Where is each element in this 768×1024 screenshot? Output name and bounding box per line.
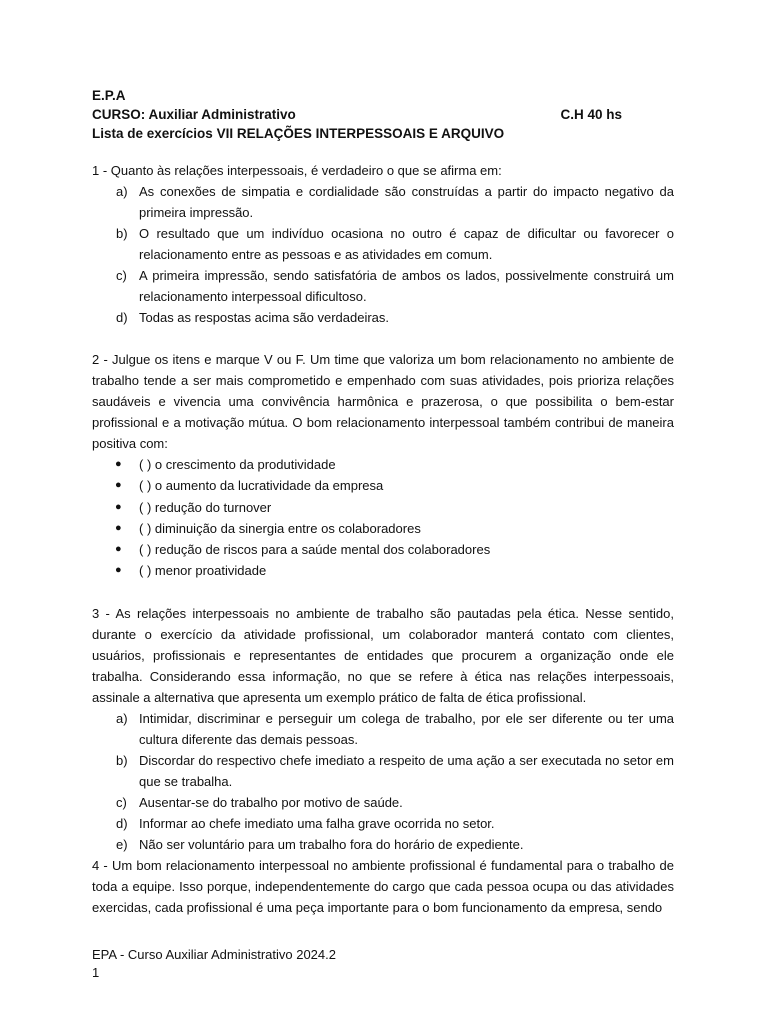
tf-item: ● ( ) menor proatividade <box>115 563 267 579</box>
course-name: CURSO: Auxiliar Administrativo <box>92 107 296 122</box>
list-title: Lista de exercícios VII RELAÇÕES INTERPESSOAIS E ARQUIVO <box>92 126 505 141</box>
course-hours: C.H 40 hs <box>560 107 622 122</box>
question-4: 4 - Um bom relacionamento interpessoal no ambiente profissional é fundamental para o trabalho de toda a equipe. Isso porque, independentemente do cargo que cada pessoa ocupa ou das atividades exercidas, cada profissional é uma peça importante para o bom funcionamento da empresa, sendo <box>92 857 674 915</box>
question-2-items <box>92 454 674 582</box>
option-1c: c) A primeira impressão, sendo satisfatória de ambos os lados, possivelmente construirá um relacionamento interpessoal dificultoso. <box>116 268 674 304</box>
question-2: 2 - Julgue os itens e marque V ou F. Um time que valoriza um bom relacionamento no ambiente de trabalho tende a ser mais comprometido e empenhado com suas atividades, pois prioriza relações saudáveis e vivencia uma convivência harmônica e prazerosa, o que possibilita o bem-estar profissional e a motivação mútua. O bom relacionamento interpessoal também contribui de maneira positiva com: <box>92 352 674 451</box>
document-body <box>92 86 674 918</box>
tf-item: ● ( ) redução do turnover <box>115 499 272 515</box>
footer-label: EPA - Curso Auxiliar Administrativo 2024.2 <box>92 947 336 962</box>
tf-item: ● ( ) redução de riscos para a saúde mental dos colaboradores <box>115 542 491 558</box>
option-1d: d) Todas as respostas acima são verdadeiras. <box>116 310 390 325</box>
question-3-options <box>92 708 674 855</box>
tf-item: ● ( ) diminuição da sinergia entre os colaboradores <box>115 520 421 536</box>
question-3: 3 - As relações interpessoais no ambiente de trabalho são pautadas pela ética. Nesse sentido, durante o exercício da atividade profissional, um colaborador manterá contato com clientes, usuários, profissionais e representantes de entidades que procurem a organização onde ele trabalha. Considerando essa informação, no que se refere à ética nas relações interpessoais, assinale a alternativa que apresenta um exemplo prático de falta de ética profissional. <box>92 605 674 705</box>
course-row <box>92 105 674 124</box>
school-name: E.P.A <box>92 88 126 103</box>
option-3d: d) Informar ao chefe imediato uma falha grave ocorrida no setor. <box>116 815 495 831</box>
tf-item: ● ( ) o crescimento da produtividade <box>115 457 336 472</box>
option-3a: a) Intimidar, discriminar e perseguir um colega de trabalho, por ele ser diferente ou ter uma cultura diferente das demais pessoas. <box>116 710 674 747</box>
tf-item: ● ( ) o aumento da lucratividade da empresa <box>115 478 384 494</box>
document-header <box>92 86 674 143</box>
page-number: 1 <box>92 965 100 980</box>
option-3c: c) Ausentar-se do trabalho por motivo de saúde. <box>116 794 403 810</box>
option-3b: b) Discordar do respectivo chefe imediato a respeito de uma ação a ser executada no setor em que se trabalha. <box>116 752 674 789</box>
option-3e: e) Não ser voluntário para um trabalho fora do horário de expediente. <box>116 836 524 852</box>
question-1: 1 - Quanto às relações interpessoais, é verdadeiro o que se afirma em: <box>92 163 502 178</box>
question-1-options <box>92 181 674 328</box>
option-1b: b) O resultado que um indivíduo ocasiona no outro é capaz de dificultar ou favorecer o relacionamento entre as pessoas e as atividades em comum. <box>116 226 674 262</box>
option-1a: a) As conexões de simpatia e cordialidade são construídas a partir do impacto negativo da primeira impressão. <box>116 184 674 220</box>
page-footer <box>92 946 336 982</box>
